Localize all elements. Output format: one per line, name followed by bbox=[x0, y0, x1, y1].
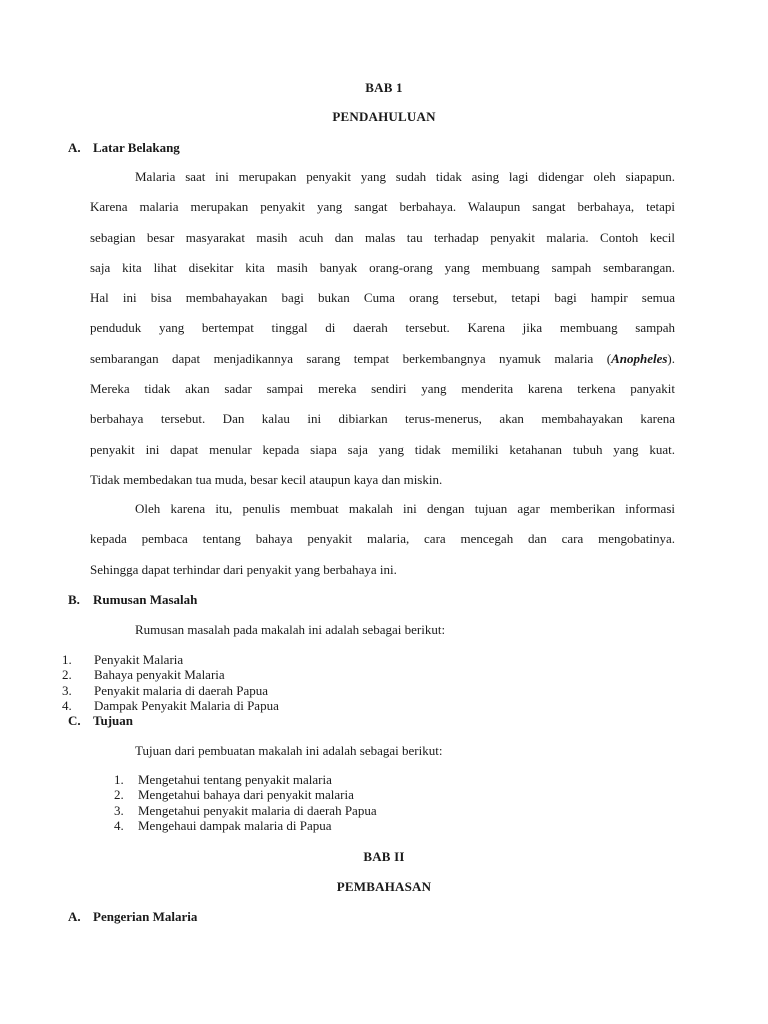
list-number: 2. bbox=[114, 787, 124, 803]
paragraph-line: sebagian besar masyarakat masih acuh dan malas tau terhadap penyakit malaria. Contoh kecil bbox=[90, 229, 675, 245]
rumusan-list bbox=[62, 652, 279, 713]
paragraph-line: berbahaya tersebut. Dan kalau ini dibiarkan terus-menerus, akan membahayakan karena bbox=[90, 411, 675, 427]
paragraph-line-close: ). bbox=[667, 350, 675, 366]
section-letter: A. bbox=[68, 140, 81, 155]
list-text: Mengehaui dampak malaria di Papua bbox=[138, 817, 332, 833]
paragraph-line: Sehingga dapat terhindar dari penyakit yang berbahaya ini. bbox=[90, 561, 397, 577]
list-number: 3. bbox=[62, 682, 72, 698]
chapter-title: BAB II bbox=[363, 849, 405, 864]
paragraph-line-with-term bbox=[90, 344, 675, 374]
list-number: 1. bbox=[62, 652, 72, 667]
list-item bbox=[62, 652, 279, 667]
list-item bbox=[62, 698, 279, 713]
section-letter: C. bbox=[68, 713, 81, 728]
paragraph-line: Malaria saat ini merupakan penyakit yang sudah tidak asing lagi didengar oleh siapapun. bbox=[135, 169, 675, 184]
list-item bbox=[114, 772, 377, 787]
paragraph-background-1 bbox=[90, 162, 675, 495]
section-heading-latar-belakang bbox=[68, 140, 180, 156]
rumusan-intro: Rumusan masalah pada makalah ini adalah sebagai berikut: bbox=[135, 622, 446, 637]
section-title: Rumusan Masalah bbox=[93, 592, 198, 607]
section-heading-rumusan-masalah bbox=[68, 592, 197, 608]
list-number: 4. bbox=[114, 817, 124, 833]
paragraph-line: penduduk yang bertempat tinggal di daerah tersebut. Karena jika membuang sampah bbox=[90, 320, 675, 336]
paragraph-line: Hal ini bisa membahayakan bagi bukan Cuma orang tersebut, tetapi bagi hampir semua bbox=[90, 290, 675, 306]
list-item bbox=[114, 818, 377, 833]
paragraph-background-2 bbox=[90, 494, 675, 585]
list-text: Mengetahui bahaya dari penyakit malaria bbox=[138, 787, 354, 803]
scientific-term: Anopheles bbox=[611, 350, 668, 366]
list-number: 3. bbox=[114, 802, 124, 818]
section-letter: B. bbox=[68, 592, 80, 607]
list-text: Bahaya penyakit Malaria bbox=[94, 667, 225, 683]
paragraph-line: penyakit ini dapat menular kepada siapa saja yang tidak memiliki ketahanan tubuh yang kuat. bbox=[90, 441, 675, 457]
list-item bbox=[62, 667, 279, 682]
section-heading-tujuan bbox=[68, 713, 133, 729]
list-text: Penyakit Malaria bbox=[94, 652, 184, 667]
paragraph-line-text: sembarangan dapat menjadikannya sarang tempat berkembangnya nyamuk malaria ( bbox=[90, 350, 612, 366]
paragraph-line: Mereka tidak akan sadar sampai mereka sendiri yang menderita karena terkena panyakit bbox=[90, 381, 675, 397]
paragraph-line: kepada pembaca tentang bahaya penyakit malaria, cara mencegah dan cara mengobatinya. bbox=[90, 531, 675, 547]
tujuan-list bbox=[114, 772, 377, 833]
chapter-title: BAB 1 bbox=[365, 80, 403, 95]
list-item bbox=[62, 683, 279, 698]
tujuan-intro: Tujuan dari pembuatan makalah ini adalah sebagai berikut: bbox=[135, 743, 443, 758]
section-title: Pengerian Malaria bbox=[93, 909, 198, 924]
list-item bbox=[114, 787, 377, 802]
list-number: 1. bbox=[114, 772, 124, 787]
paragraph-line: saja kita lihat disekitar kita masih banyak orang-orang yang membuang sampah sembarangan. bbox=[90, 259, 675, 275]
section-title: Latar Belakang bbox=[93, 140, 180, 155]
chapter-subtitle: PENDAHULUAN bbox=[332, 109, 436, 124]
chapter-subtitle: PEMBAHASAN bbox=[336, 879, 432, 894]
section-heading-pengertian-malaria bbox=[68, 909, 197, 925]
list-text: Dampak Penyakit Malaria di Papua bbox=[94, 697, 279, 713]
section-letter: A. bbox=[68, 909, 81, 924]
list-text: Penyakit malaria di daerah Papua bbox=[94, 682, 268, 698]
section-title: Tujuan bbox=[93, 713, 133, 728]
paragraph-line: Tidak membedakan tua muda, besar kecil ataupun kaya dan miskin. bbox=[90, 471, 443, 487]
list-text: Mengetahui penyakit malaria di daerah Papua bbox=[138, 802, 377, 818]
list-text: Mengetahui tentang penyakit malaria bbox=[138, 772, 332, 787]
paragraph-line: Karena malaria merupakan penyakit yang sangat berbahaya. Walaupun sangat berbahaya, tetapi bbox=[90, 199, 675, 215]
paragraph-line: Oleh karena itu, penulis membuat makalah ini dengan tujuan agar memberikan informasi bbox=[135, 501, 675, 516]
list-number: 4. bbox=[62, 697, 72, 713]
list-item bbox=[114, 803, 377, 818]
list-number: 2. bbox=[62, 667, 72, 683]
